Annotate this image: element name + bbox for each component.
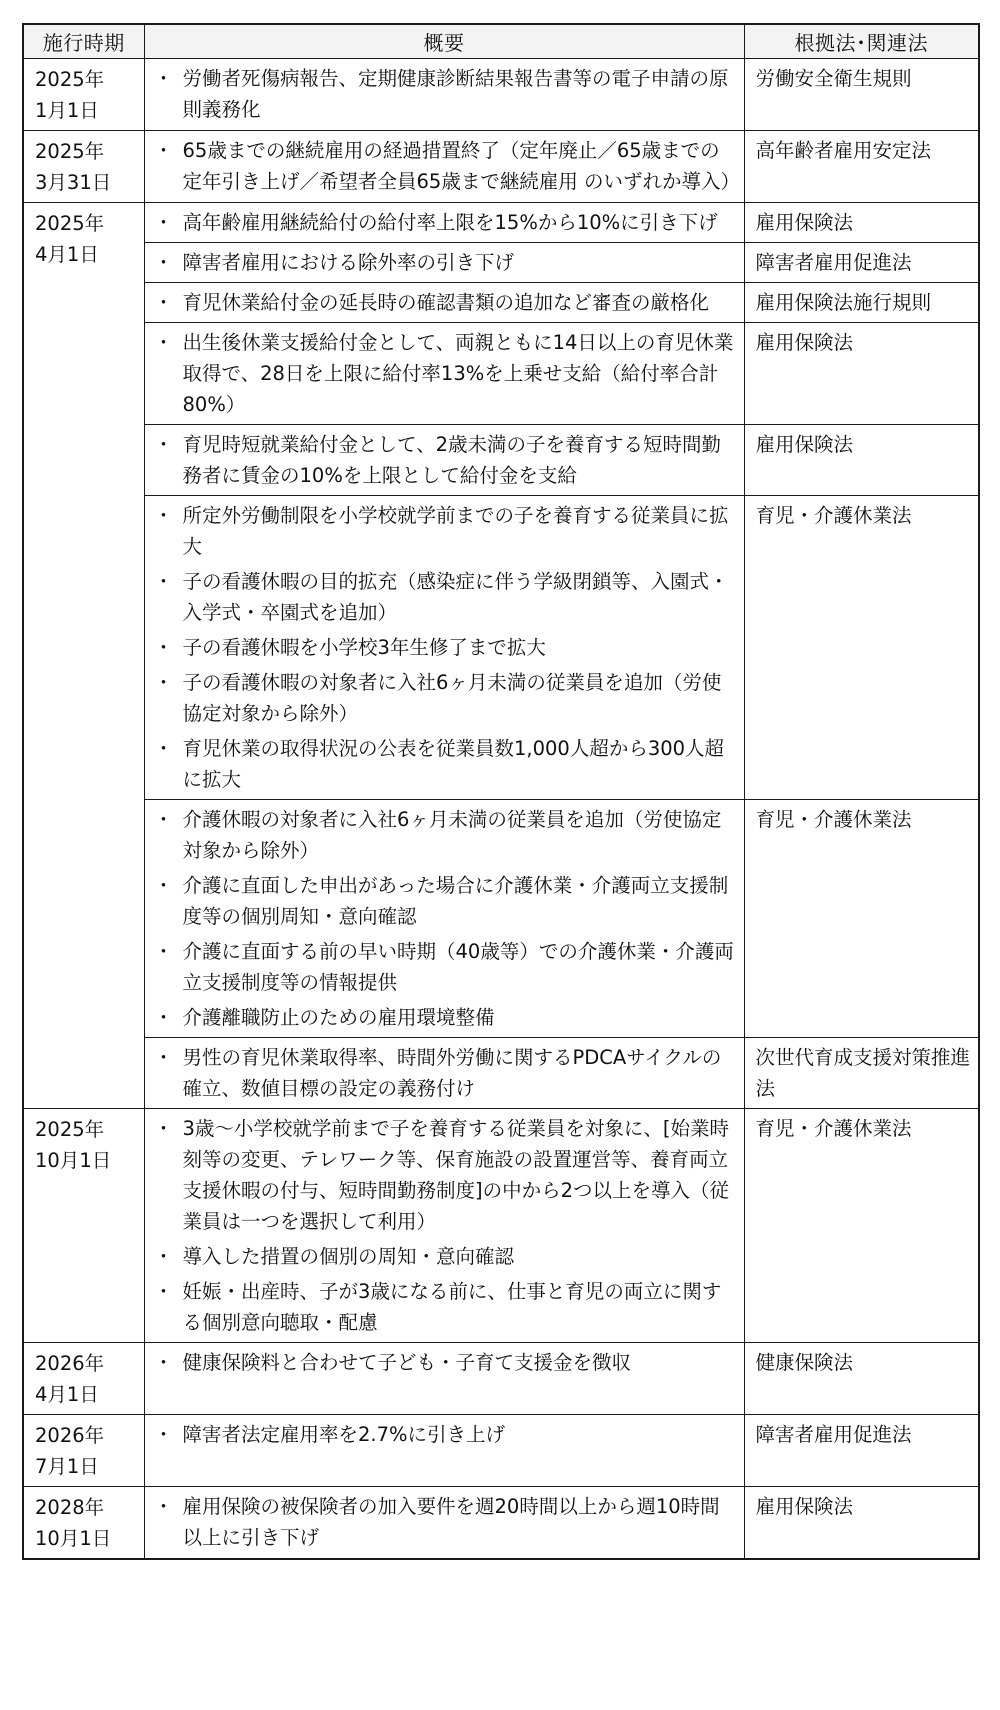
summary-item-text: 障害者雇用における除外率の引き下げ bbox=[182, 251, 515, 274]
effective-date-line: 2025年 bbox=[35, 1118, 105, 1141]
bullet-marker: ・ bbox=[153, 1280, 174, 1303]
summary-item-text: 男性の育児休業取得率、時間外労働に関するPDCAサイクルの確立、数値目標の設定の義務付け bbox=[182, 1046, 722, 1100]
summary-cell bbox=[144, 425, 744, 496]
summary-item bbox=[145, 1113, 738, 1237]
summary-item bbox=[145, 936, 738, 998]
summary-item-text: 育児休業給付金の延長時の確認書類の追加など審査の厳格化 bbox=[182, 291, 710, 314]
law-cell: 雇用保険法 bbox=[744, 425, 979, 496]
table-row bbox=[23, 59, 979, 131]
effective-date-line: 2028年 bbox=[35, 1496, 105, 1519]
bullet-marker: ・ bbox=[153, 139, 174, 162]
law-cell: 雇用保険法 bbox=[744, 323, 979, 425]
header-row bbox=[23, 24, 979, 59]
summary-cell bbox=[144, 323, 744, 425]
summary-item-text: 子の看護休暇を小学校3年生修了まで拡大 bbox=[182, 636, 546, 659]
summary-item bbox=[145, 247, 738, 278]
bullet-marker: ・ bbox=[153, 737, 174, 760]
summary-cell bbox=[144, 1109, 744, 1343]
summary-item-text: 健康保険料と合わせて子ども・子育て支援金を徴収 bbox=[182, 1351, 632, 1374]
effective-date-cell bbox=[23, 203, 144, 1109]
summary-item-text: 育児休業の取得状況の公表を従業員数1,000人超から300人超に拡大 bbox=[182, 737, 725, 791]
bullet-marker: ・ bbox=[153, 636, 174, 659]
header-summary: 概要 bbox=[144, 24, 744, 59]
summary-item-text: 妊娠・出産時、子が3歳になる前に、仕事と育児の両立に関する個別意向聴取・配慮 bbox=[182, 1280, 722, 1334]
summary-item-text: 65歳までの継続雇用の経過措置終了（定年廃止／65歳までの定年引き上げ／希望者全員65歳まで継続雇用 のいずれか導入） bbox=[182, 139, 741, 193]
table-row bbox=[23, 496, 979, 800]
summary-item-text: 介護に直面する前の早い時期（40歳等）での介護休業・介護両立支援制度等の情報提供 bbox=[182, 940, 734, 994]
summary-item bbox=[145, 1002, 738, 1033]
law-schedule-table bbox=[22, 23, 980, 1560]
law-cell: 育児・介護休業法 bbox=[744, 496, 979, 800]
summary-item bbox=[145, 667, 738, 729]
summary-item-text: 子の看護休暇の目的拡充（感染症に伴う学級閉鎖等、入園式・入学式・卒園式を追加） bbox=[182, 570, 729, 624]
law-cell: 育児・介護休業法 bbox=[744, 1109, 979, 1343]
effective-date-line: 2026年 bbox=[35, 1424, 105, 1447]
effective-date-cell bbox=[23, 59, 144, 131]
summary-item bbox=[145, 733, 738, 795]
law-cell: 育児・介護休業法 bbox=[744, 800, 979, 1038]
summary-item bbox=[145, 870, 738, 932]
table-body bbox=[23, 59, 979, 1560]
summary-item bbox=[145, 566, 738, 628]
bullet-marker: ・ bbox=[153, 671, 174, 694]
bullet-marker: ・ bbox=[153, 251, 174, 274]
effective-date-line: 2025年 bbox=[35, 140, 105, 163]
summary-cell bbox=[144, 283, 744, 323]
summary-cell bbox=[144, 1343, 744, 1415]
summary-item bbox=[145, 1042, 738, 1104]
summary-item-text: 導入した措置の個別の周知・意向確認 bbox=[182, 1245, 515, 1268]
summary-cell bbox=[144, 1487, 744, 1560]
law-cell: 健康保険法 bbox=[744, 1343, 979, 1415]
summary-item-text: 労働者死傷病報告、定期健康診断結果報告書等の電子申請の原則義務化 bbox=[182, 67, 729, 121]
effective-date-line: 1月1日 bbox=[35, 99, 99, 122]
law-cell: 労働安全衛生規則 bbox=[744, 59, 979, 131]
bullet-marker: ・ bbox=[153, 874, 174, 897]
law-cell: 次世代育成支援対策推進法 bbox=[744, 1038, 979, 1109]
effective-date-cell bbox=[23, 1415, 144, 1487]
law-cell: 雇用保険法 bbox=[744, 203, 979, 243]
effective-date-line: 2025年 bbox=[35, 212, 105, 235]
summary-cell bbox=[144, 1038, 744, 1109]
bullet-marker: ・ bbox=[153, 1495, 174, 1518]
table-row bbox=[23, 1487, 979, 1560]
summary-item bbox=[145, 804, 738, 866]
table-row bbox=[23, 283, 979, 323]
summary-item bbox=[145, 1491, 738, 1553]
summary-item bbox=[145, 1419, 738, 1450]
summary-item-text: 所定外労働制限を小学校就学前までの子を養育する従業員に拡大 bbox=[182, 504, 729, 558]
summary-item-text: 高年齢雇用継続給付の給付率上限を15%から10%に引き下げ bbox=[182, 211, 718, 234]
effective-date-line: 7月1日 bbox=[35, 1455, 99, 1478]
summary-item bbox=[145, 327, 738, 420]
effective-date-line: 3月31日 bbox=[35, 171, 112, 194]
table-row bbox=[23, 1109, 979, 1343]
effective-date-cell bbox=[23, 131, 144, 203]
table-row bbox=[23, 425, 979, 496]
bullet-marker: ・ bbox=[153, 1423, 174, 1446]
summary-item bbox=[145, 500, 738, 562]
summary-cell bbox=[144, 800, 744, 1038]
effective-date-cell bbox=[23, 1343, 144, 1415]
summary-item bbox=[145, 135, 741, 197]
header-date: 施行時期 bbox=[23, 24, 144, 59]
summary-item-text: 介護休暇の対象者に入社6ヶ月未満の従業員を追加（労使協定対象から除外） bbox=[182, 808, 722, 862]
table-row bbox=[23, 203, 979, 243]
summary-item bbox=[145, 1347, 738, 1378]
bullet-marker: ・ bbox=[153, 1046, 174, 1069]
law-cell: 雇用保険法施行規則 bbox=[744, 283, 979, 323]
table-row bbox=[23, 323, 979, 425]
bullet-marker: ・ bbox=[153, 570, 174, 593]
bullet-marker: ・ bbox=[153, 1245, 174, 1268]
summary-item bbox=[145, 63, 738, 125]
summary-item-text: 子の看護休暇の対象者に入社6ヶ月未満の従業員を追加（労使協定対象から除外） bbox=[182, 671, 722, 725]
law-cell: 高年齢者雇用安定法 bbox=[744, 131, 979, 203]
header-law: 根拠法･関連法 bbox=[744, 24, 979, 59]
summary-cell bbox=[144, 59, 744, 131]
law-cell: 雇用保険法 bbox=[744, 1487, 979, 1560]
summary-item bbox=[145, 632, 738, 663]
summary-item bbox=[145, 429, 738, 491]
table-row bbox=[23, 131, 979, 203]
summary-item-text: 障害者法定雇用率を2.7%に引き上げ bbox=[182, 1423, 506, 1446]
bullet-marker: ・ bbox=[153, 67, 174, 90]
table-row bbox=[23, 1038, 979, 1109]
bullet-marker: ・ bbox=[153, 433, 174, 456]
effective-date-line: 2026年 bbox=[35, 1352, 105, 1375]
bullet-marker: ・ bbox=[153, 1117, 174, 1140]
bullet-marker: ・ bbox=[153, 940, 174, 963]
summary-cell bbox=[144, 243, 744, 283]
effective-date-cell bbox=[23, 1487, 144, 1560]
summary-item-text: 介護に直面した申出があった場合に介護休業・介護両立支援制度等の個別周知・意向確認 bbox=[182, 874, 729, 928]
summary-cell bbox=[144, 203, 744, 243]
bullet-marker: ・ bbox=[153, 808, 174, 831]
table-row bbox=[23, 1415, 979, 1487]
summary-item bbox=[145, 287, 738, 318]
summary-item-text: 出生後休業支援給付金として、両親ともに14日以上の育児休業取得で、28日を上限に給付率13%を上乗せ支給（給付率合計80%） bbox=[182, 331, 734, 416]
effective-date-line: 2025年 bbox=[35, 68, 105, 91]
law-schedule-document bbox=[22, 23, 978, 1560]
summary-cell bbox=[144, 131, 744, 203]
law-cell: 障害者雇用促進法 bbox=[744, 1415, 979, 1487]
summary-cell bbox=[144, 496, 744, 800]
bullet-marker: ・ bbox=[153, 211, 174, 234]
summary-item-text: 育児時短就業給付金として、2歳未満の子を養育する短時間勤務者に賃金の10%を上限として給付金を支給 bbox=[182, 433, 722, 487]
table-row bbox=[23, 800, 979, 1038]
effective-date-cell bbox=[23, 1109, 144, 1343]
summary-item bbox=[145, 207, 738, 238]
law-cell: 障害者雇用促進法 bbox=[744, 243, 979, 283]
summary-item-text: 介護離職防止のための雇用環境整備 bbox=[182, 1006, 495, 1029]
bullet-marker: ・ bbox=[153, 291, 174, 314]
summary-item-text: 雇用保険の被保険者の加入要件を週20時間以上から週10時間以上に引き下げ bbox=[182, 1495, 720, 1549]
table-row bbox=[23, 243, 979, 283]
effective-date-line: 10月1日 bbox=[35, 1527, 112, 1550]
table-row bbox=[23, 1343, 979, 1415]
summary-item bbox=[145, 1241, 738, 1272]
summary-cell bbox=[144, 1415, 744, 1487]
bullet-marker: ・ bbox=[153, 1006, 174, 1029]
summary-item bbox=[145, 1276, 738, 1338]
summary-item-text: 3歳～小学校就学前まで子を養育する従業員を対象に、[始業時刻等の変更、テレワーク等、保育施設の設置運営等、養育両立支援休暇の付与、短時間勤務制度]の中から2つ以上を導入（従業員は一つを選択して利用） bbox=[182, 1117, 730, 1233]
effective-date-line: 4月1日 bbox=[35, 1383, 99, 1406]
bullet-marker: ・ bbox=[153, 1351, 174, 1374]
effective-date-line: 4月1日 bbox=[35, 243, 99, 266]
effective-date-line: 10月1日 bbox=[35, 1149, 112, 1172]
bullet-marker: ・ bbox=[153, 504, 174, 527]
bullet-marker: ・ bbox=[153, 331, 174, 354]
